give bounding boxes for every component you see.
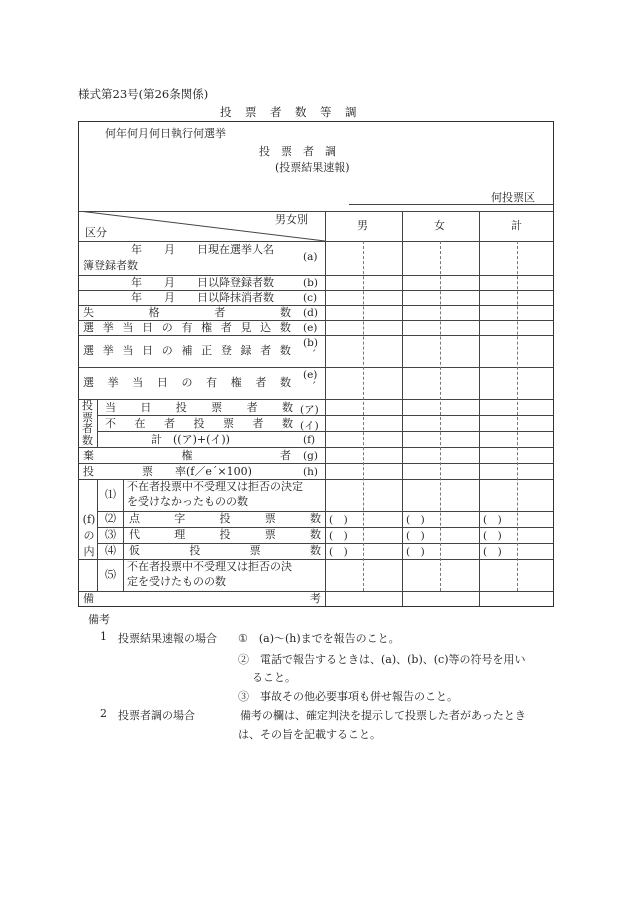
row-turnout-formula: 率(f／e´×100) <box>175 465 252 478</box>
breakdown-group-label: (f) の 内 <box>82 513 96 558</box>
note-2-text-a: 備考の欄は、確定判決を提示して投票した者があったとき <box>240 709 526 722</box>
symbol-a: (a) <box>303 251 318 263</box>
breakdown-5-line1: 不在者投票中不受理又は拒否の決 <box>127 560 292 573</box>
election-line: 何年何月何日執行何選挙 <box>105 127 226 140</box>
paren-cell: ( ) <box>483 546 502 558</box>
row-disqualified-label: 失 格 者 数 <box>83 306 291 319</box>
column-header-female: 女 <box>434 219 445 232</box>
row-turnout-label: 投 票 <box>83 465 153 478</box>
subtitle: 投 票 者 調 <box>259 145 336 158</box>
row-eligible-voters-label: 選 挙 当 日 の 有 権 者 数 <box>83 376 291 389</box>
row-registered-label-2: 簿登録者数 <box>83 259 138 272</box>
row-abstention-label: 棄 権 者 <box>83 449 291 462</box>
note-2-number: 2 <box>100 707 107 720</box>
column-header-total: 計 <box>511 219 522 232</box>
breakdown-4-number: ⑷ <box>105 544 116 557</box>
symbol-b-prime: (b) <box>303 337 318 349</box>
row-registered-label: 年 月 日現在選挙人名 <box>131 243 274 256</box>
breakdown-provisional-label: 仮 投 票 数 <box>129 544 321 557</box>
form-number: 様式第23号(第26条関係) <box>78 87 209 101</box>
notes-heading: 備考 <box>88 613 110 626</box>
subtitle-note: (投票結果速報) <box>275 161 350 174</box>
district-label: 何投票区 <box>491 191 535 204</box>
row-added-label: 年 月 日以降登録者数 <box>131 276 274 289</box>
breakdown-2-number: ⑵ <box>105 512 116 525</box>
breakdown-proxy-label: 代 理 投 票 数 <box>129 528 321 541</box>
note-1-label: 投票結果速報の場合 <box>118 632 217 645</box>
corner-bottom-label: 区分 <box>85 226 107 239</box>
paren-cell: ( ) <box>329 530 348 542</box>
paren-cell: ( ) <box>483 514 502 526</box>
column-header-male: 男 <box>357 219 368 232</box>
paren-cell: ( ) <box>406 514 425 526</box>
breakdown-5-number: ⑸ <box>105 568 116 581</box>
symbol-e: (e) <box>303 322 318 334</box>
note-1-sub2a: ② 電話で報告するときは、(a)、(b)、(c)等の符号を用い <box>238 653 526 666</box>
row-corrected-registration-label: 選 挙 当 日 の 補 正 登 録 者 数 <box>83 344 291 357</box>
row-expected-voters-label: 選 挙 当 日 の 有 権 者 見 込 数 <box>83 321 291 334</box>
breakdown-1-line2: を受けなかったものの数 <box>127 495 248 508</box>
symbol-b-prime-mark: ´ <box>311 349 317 361</box>
symbol-g: (g) <box>303 450 318 462</box>
note-1-sub3: ③ 事故その他必要事項も併せ報告のこと。 <box>238 690 458 703</box>
row-removed-label: 年 月 日以降抹消者数 <box>131 291 274 304</box>
corner-top-label: 男女別 <box>275 213 308 226</box>
district-underline <box>349 204 553 205</box>
remarks-label: 備 考 <box>83 592 321 605</box>
symbol-e-prime: (e) <box>303 369 318 381</box>
symbol-e-prime-mark: ´ <box>311 381 317 393</box>
breakdown-1-line1: 不在者投票中不受理又は拒否の決定 <box>127 480 303 493</box>
paren-cell: ( ) <box>329 514 348 526</box>
note-2-text-b: は、その旨を記載すること。 <box>238 728 381 741</box>
row-election-day-voters-label: 当 日 投 票 者 数 <box>105 401 293 414</box>
breakdown-5-line2: 定を受けたものの数 <box>127 575 226 588</box>
voters-group-label: 投 票 者 数 <box>82 399 93 447</box>
breakdown-3-number: ⑶ <box>105 528 116 541</box>
page-title: 投 票 者 数 等 調 <box>220 105 358 119</box>
form-table <box>78 121 554 607</box>
note-1-number: 1 <box>100 630 107 643</box>
symbol-h: (h) <box>303 466 318 478</box>
row-voters-total-label: 計 ((ア)+(イ)) <box>151 433 230 446</box>
paren-cell: ( ) <box>329 546 348 558</box>
symbol-a-kana: (ア) <box>300 404 319 416</box>
paren-cell: ( ) <box>406 530 425 542</box>
symbol-f: (f) <box>303 434 316 446</box>
symbol-c: (c) <box>303 292 318 304</box>
note-1-sub1: ① (a)～(h)までを報告のこと。 <box>238 632 400 645</box>
paren-cell: ( ) <box>483 530 502 542</box>
symbol-i-kana: (イ) <box>300 420 319 432</box>
note-1-sub2b: ること。 <box>252 671 296 684</box>
paren-cell: ( ) <box>406 546 425 558</box>
symbol-b: (b) <box>303 277 318 289</box>
symbol-d: (d) <box>303 307 318 319</box>
note-2-label: 投票者調の場合 <box>118 709 195 722</box>
breakdown-1-number: ⑴ <box>105 488 116 501</box>
row-absentee-voters-label: 不 在 者 投 票 者 数 <box>105 417 293 430</box>
breakdown-braille-label: 点 字 投 票 数 <box>129 512 321 525</box>
